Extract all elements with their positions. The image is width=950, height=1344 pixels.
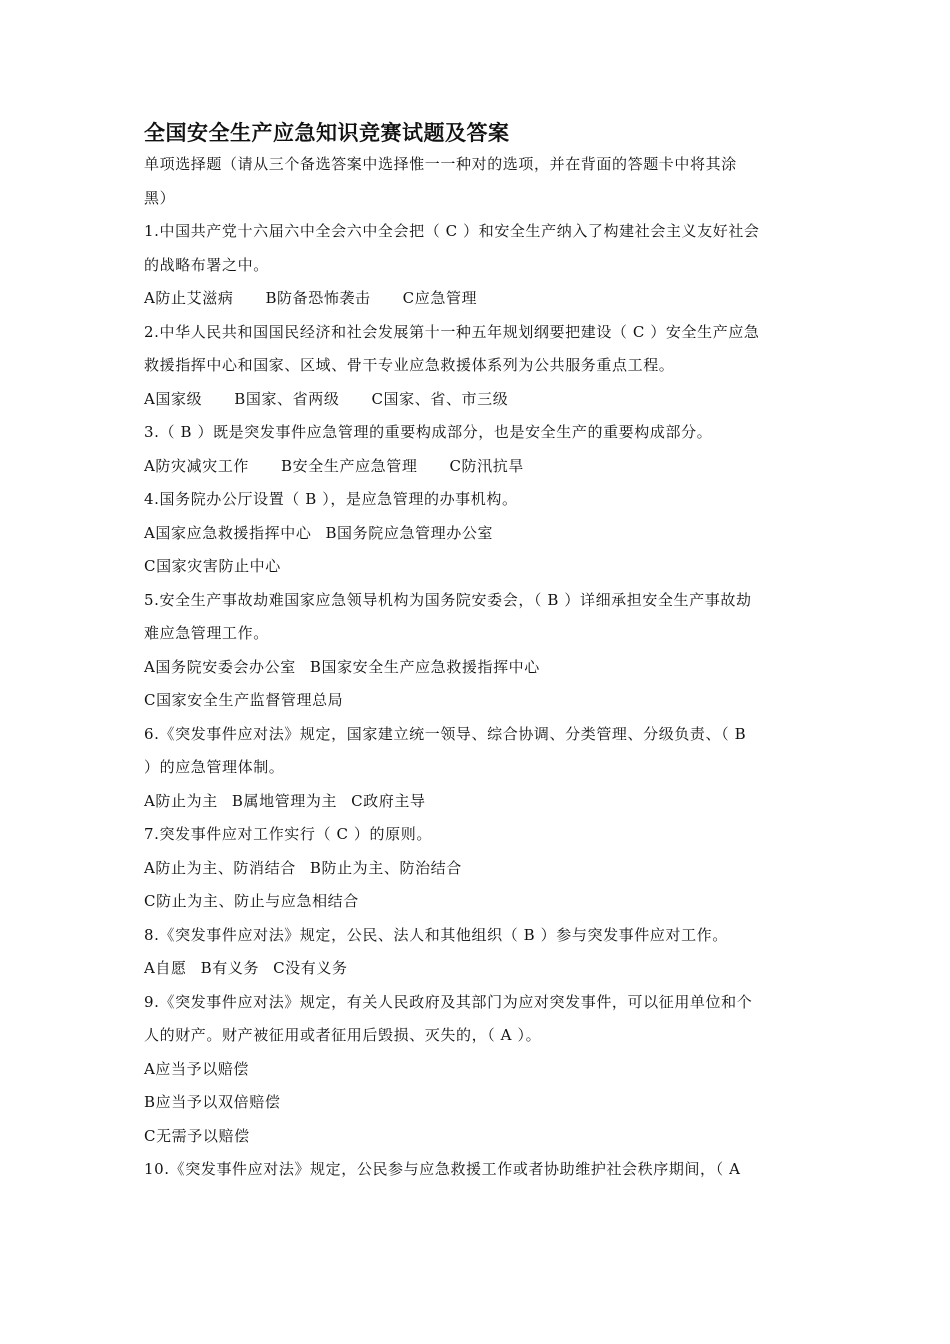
option-row [144,684,814,718]
option-b: B有义务 [200,959,260,977]
option-row [144,450,814,484]
option-c: C没有义务 [273,959,348,977]
option-c: C国家安全生产监督管理总局 [144,691,344,709]
option-b: B应当予以双倍赔偿 [144,1093,281,1111]
question-text: ）的应急管理体制。 [144,758,285,776]
option-b: B防备恐怖袭击 [265,289,371,307]
option-c: C防止为主、防止与应急相结合 [144,892,359,910]
option-c: C国家、省、市三级 [371,389,509,408]
intro-line: 黑） [144,188,176,207]
option-a: A国务院安委会办公室 [144,657,296,676]
option-c: C应急管理 [402,289,478,307]
question-text: 7.突发事件应对工作实行（ C ）的原则。 [144,825,432,843]
option-b: B国务院应急管理办公室 [325,523,494,542]
option-row [144,785,814,819]
option-row [144,1120,814,1154]
option-row [144,885,814,919]
question-text: 3.（ B ）既是突发事件应急管理的重要构成部分，也是安全生产的重要构成部分。 [144,423,713,441]
question-text: 8.《突发事件应对法》规定，公民、法人和其他组织（ B ）参与突发事件应对工作。 [144,925,728,944]
document-page [144,118,814,1187]
option-b: B国家、省两级 [234,389,340,408]
question-text: 2.中华人民共和国国民经济和社会发展第十一种五年规划纲要把建设（ C ）安全生产应急 [144,322,760,341]
option-a: A防灾减灾工作 [144,456,250,475]
question-text: 1.中国共产党十六届六中全会六中全会把（ C ）和安全生产纳入了构建社会主义友好社会 [144,222,760,240]
option-c: C无需予以赔偿 [144,1126,250,1145]
option-row [144,383,814,417]
question-text: 6.《突发事件应对法》规定，国家建立统一领导、综合协调、分类管理、分级负责、（ B [144,724,747,743]
option-c: C防汛抗旱 [449,456,524,475]
option-c: C国家灾害防止中心 [144,557,281,575]
option-row [144,282,814,316]
question-text: 9.《突发事件应对法》规定，有关人民政府及其部门为应对突发事件，可以征用单位和个 [144,992,753,1011]
option-b: B安全生产应急管理 [281,456,418,475]
option-row [144,651,814,685]
option-b: B国家安全生产应急救援指挥中心 [309,657,540,676]
option-a: A自愿 [144,959,187,977]
option-b: B属地管理为主 [231,791,338,810]
option-a: A防止艾滋病 [144,289,234,307]
option-row [144,1053,814,1087]
question-text: 的战略布署之中。 [144,255,269,274]
option-a: A国家应急救援指挥中心 [144,523,312,542]
option-row [144,550,814,584]
option-row [144,852,814,886]
document-title: 全国安全生产应急知识竞赛试题及答案 [144,121,510,145]
question-text: 4.国务院办公厅设置（ B ），是应急管理的办事机构。 [144,490,518,508]
option-c: C政府主导 [351,791,426,810]
question-text: 救援指挥中心和国家、区域、骨干专业应急救援体系列为公共服务重点工程。 [144,356,675,374]
question-text: 难应急管理工作。 [144,624,269,642]
question-text: 人的财产。财产被征用或者征用后毁损、灭失的，（ A ）。 [144,1026,542,1044]
option-a: A防止为主 [144,791,218,810]
question-text: 5.安全生产事故劫难国家应急领导机构为国务院安委会，（ B ）详细承担安全生产事故劫 [144,590,752,609]
option-row [144,952,814,986]
option-row [144,517,814,551]
question-text: 10.《突发事件应对法》规定，公民参与应急救援工作或者协助维护社会秩序期间，（ A [144,1160,741,1178]
option-a: A国家级 [144,389,203,408]
option-row [144,1086,814,1120]
option-a: A应当予以赔偿 [144,1059,250,1078]
option-b: B防止为主、防治结合 [309,858,462,877]
option-a: A防止为主、防消结合 [144,858,296,877]
intro-line: 单项选择题（请从三个备选答案中选择惟一一种对的选项，并在背面的答题卡中将其涂 [144,155,737,173]
